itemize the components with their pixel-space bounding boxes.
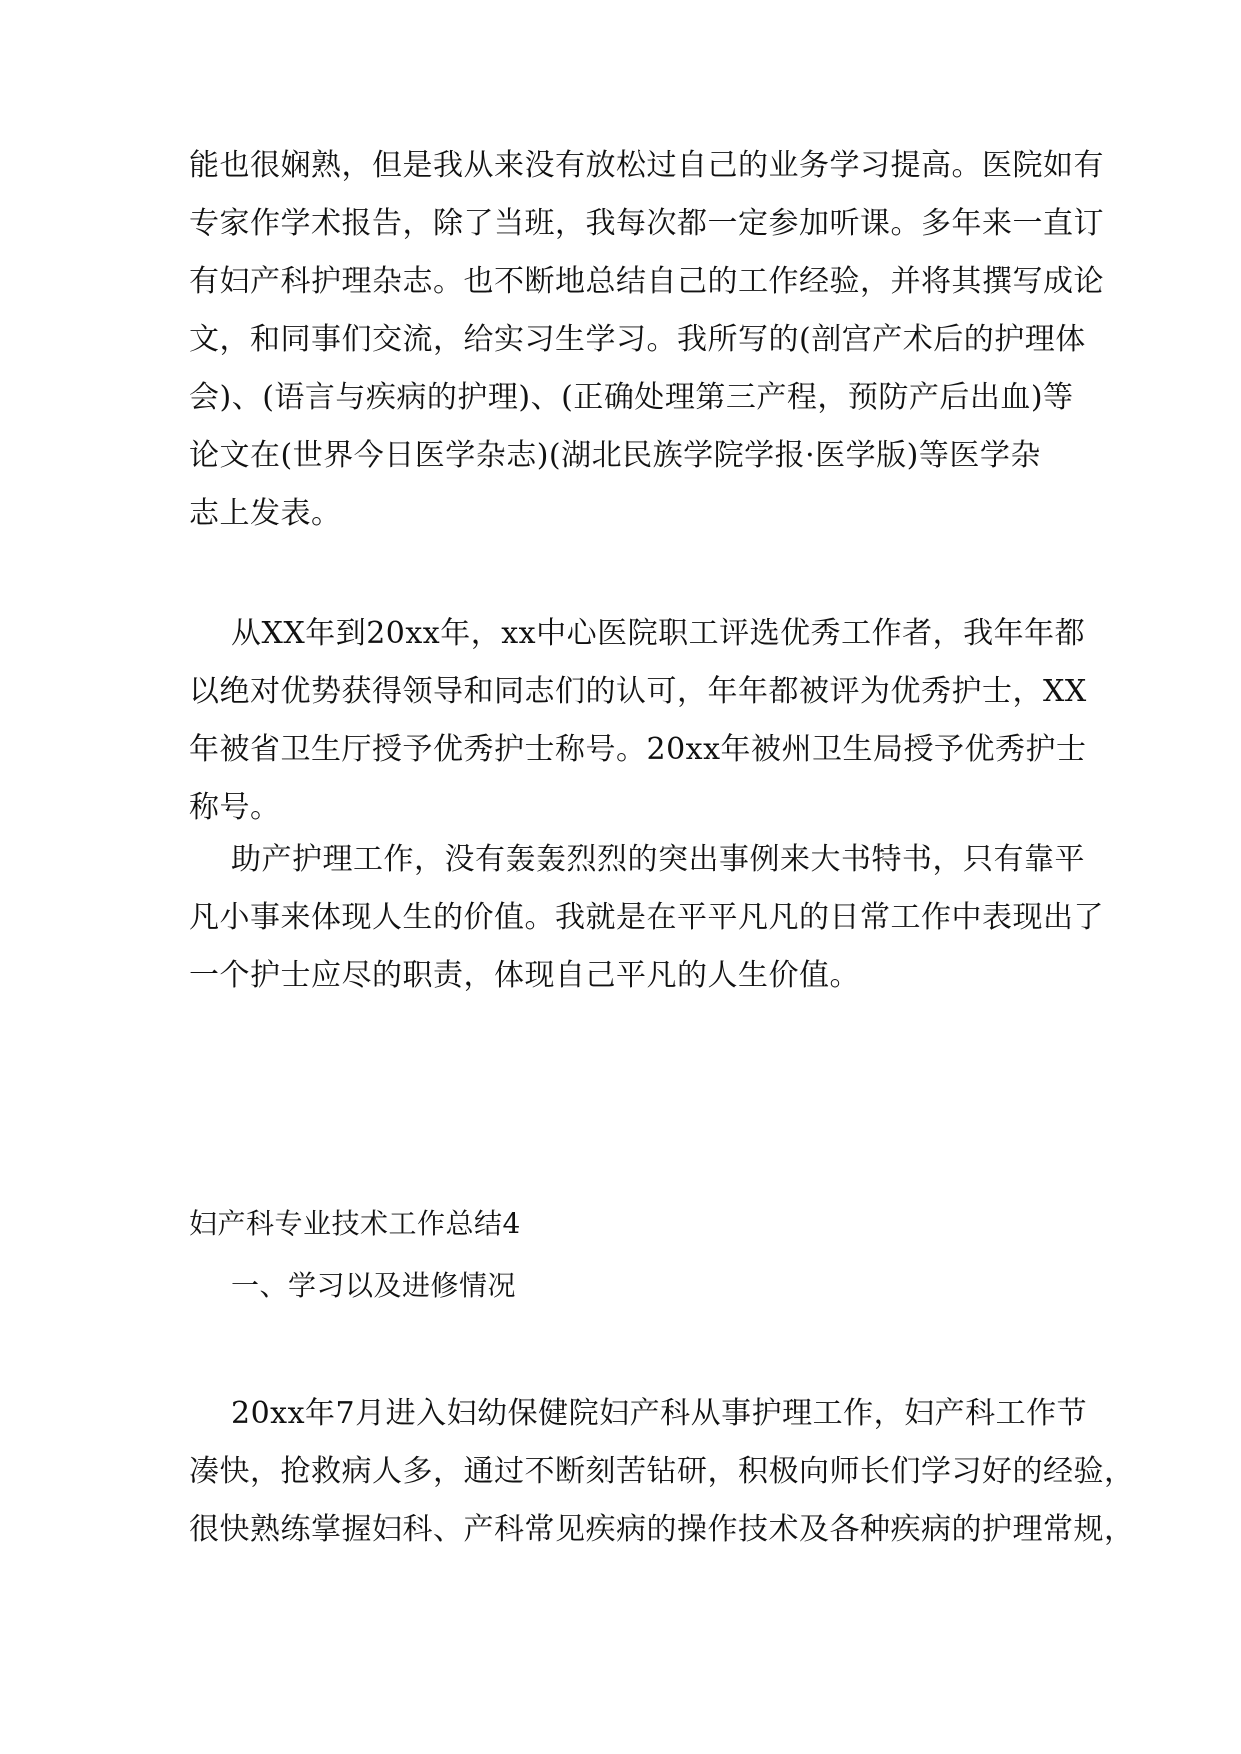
- text-line: 以绝对优势获得领导和同志们的认可，年年都被评为优秀护士，XX: [189, 674, 1087, 709]
- text-line: 会)、(语言与疾病的护理)、(正确处理第三产程，预防产后出血)等: [189, 380, 1074, 415]
- text-line: 年被省卫生厅授予优秀护士称号。20xx年被州卫生局授予优秀护士: [189, 732, 1087, 767]
- text-line: 20xx年7月进入妇幼保健院妇产科从事护理工作，妇产科工作节: [231, 1396, 1088, 1431]
- text-line: 很快熟练掌握妇科、产科常见疾病的操作技术及各种疾病的护理常规，: [189, 1512, 1135, 1547]
- text-line: 助产护理工作，没有轰轰烈烈的突出事例来大书特书，只有靠平: [231, 842, 1085, 877]
- text-line: 志上发表。: [189, 496, 342, 531]
- text-line: 专家作学术报告，除了当班，我每次都一定参加听课。多年来一直订: [189, 206, 1104, 241]
- text-line: 称号。: [189, 790, 281, 825]
- text-line: 凡小事来体现人生的价值。我就是在平平凡凡的日常工作中表现出了: [189, 900, 1104, 935]
- text-line: 有妇产科护理杂志。也不断地总结自己的工作经验，并将其撰写成论: [189, 264, 1104, 299]
- text-line: 能也很娴熟，但是我从来没有放松过自己的业务学习提高。医院如有: [189, 148, 1104, 183]
- section-title: 妇产科专业技术工作总结4: [189, 1207, 521, 1240]
- text-line: 论文在(世界今日医学杂志)(湖北民族学院学报·医学版)等医学杂: [189, 438, 1041, 473]
- text-line: 凑快，抢救病人多，通过不断刻苦钻研，积极向师长们学习好的经验，: [189, 1454, 1135, 1489]
- subsection-title: 一、学习以及进修情况: [231, 1269, 517, 1302]
- text-line: 从XX年到20xx年，xx中心医院职工评选优秀工作者，我年年都: [231, 616, 1086, 651]
- text-line: 一个护士应尽的职责，体现自己平凡的人生价值。: [189, 958, 860, 993]
- text-line: 文，和同事们交流，给实习生学习。我所写的(剖宫产术后的护理体: [189, 322, 1086, 357]
